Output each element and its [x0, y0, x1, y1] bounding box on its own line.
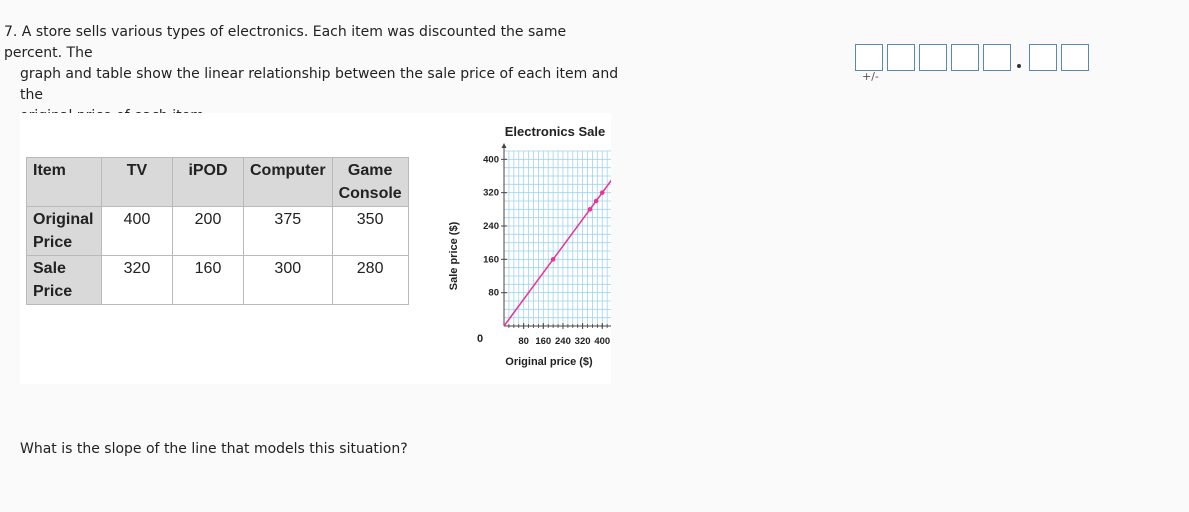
digit-box[interactable] — [919, 44, 947, 71]
slope-prompt: What is the slope of the line that models this situation? — [20, 441, 408, 457]
chart-x-label: Original price ($) — [505, 356, 593, 368]
table-cell: 320 — [102, 256, 173, 305]
figure-panel — [20, 113, 611, 384]
row-label-sale-price: Sale Price — [27, 256, 102, 305]
question-line-1: 7. A store sells various types of electronics. Each item was discounted the same percent. The — [4, 24, 567, 61]
table-header-ipod: iPOD — [173, 158, 244, 207]
question-line-2: graph and table show the linear relationship between the sale price of each item and the — [20, 66, 619, 103]
y-axis-arrow-icon — [502, 143, 507, 148]
table-header-tv: TV — [102, 158, 173, 207]
price-table — [26, 157, 409, 305]
y-tick-label: 240 — [483, 221, 499, 232]
y-tick-label: 160 — [483, 254, 499, 266]
table-cell: 400 — [102, 207, 173, 256]
table-cell: 350 — [332, 207, 408, 256]
table-cell: 375 — [244, 207, 333, 256]
chart-title: Electronics Sale — [504, 124, 606, 139]
digit-box[interactable] — [887, 44, 915, 71]
electronics-sale-chart — [445, 113, 611, 384]
chart-data — [504, 170, 611, 326]
table-row — [27, 207, 409, 256]
digit-box[interactable] — [983, 44, 1011, 71]
data-point — [600, 190, 605, 195]
x-tick-label: 240 — [555, 336, 571, 347]
decimal-digit-box[interactable] — [1061, 44, 1089, 71]
sign-toggle[interactable]: +/- — [862, 70, 879, 83]
data-point — [551, 257, 556, 262]
table-header-computer: Computer — [244, 158, 333, 207]
x-tick-label: 400 — [594, 336, 611, 347]
chart-grid — [504, 151, 611, 326]
y-tick-label: 400 — [483, 154, 499, 166]
x-tick-label: 320 — [574, 336, 591, 347]
table-cell: 280 — [332, 256, 408, 305]
chart-origin-label: 0 — [476, 333, 484, 345]
decimal-digit-box[interactable] — [1029, 44, 1057, 71]
series-line — [504, 173, 611, 326]
table-cell: 200 — [173, 207, 244, 256]
table-row — [27, 256, 409, 305]
table-cell: 300 — [244, 256, 333, 305]
y-tick-label: 80 — [488, 287, 499, 299]
table-cell: 160 — [173, 256, 244, 305]
digit-box[interactable] — [951, 44, 979, 71]
x-tick-label: 80 — [518, 336, 529, 347]
y-tick-label: 320 — [483, 187, 499, 199]
table-header-game-console: Game Console — [332, 158, 408, 207]
question-text — [4, 22, 624, 127]
x-tick-label: 160 — [535, 336, 552, 347]
data-point — [588, 207, 593, 212]
chart-y-label: Sale price ($) — [448, 221, 460, 291]
chart-axes — [483, 143, 611, 347]
row-label-original-price: Original Price — [27, 207, 102, 256]
table-header-item: Item — [27, 158, 102, 207]
digit-box[interactable] — [855, 44, 883, 71]
data-point — [594, 199, 599, 204]
decimal-point — [1017, 64, 1021, 68]
